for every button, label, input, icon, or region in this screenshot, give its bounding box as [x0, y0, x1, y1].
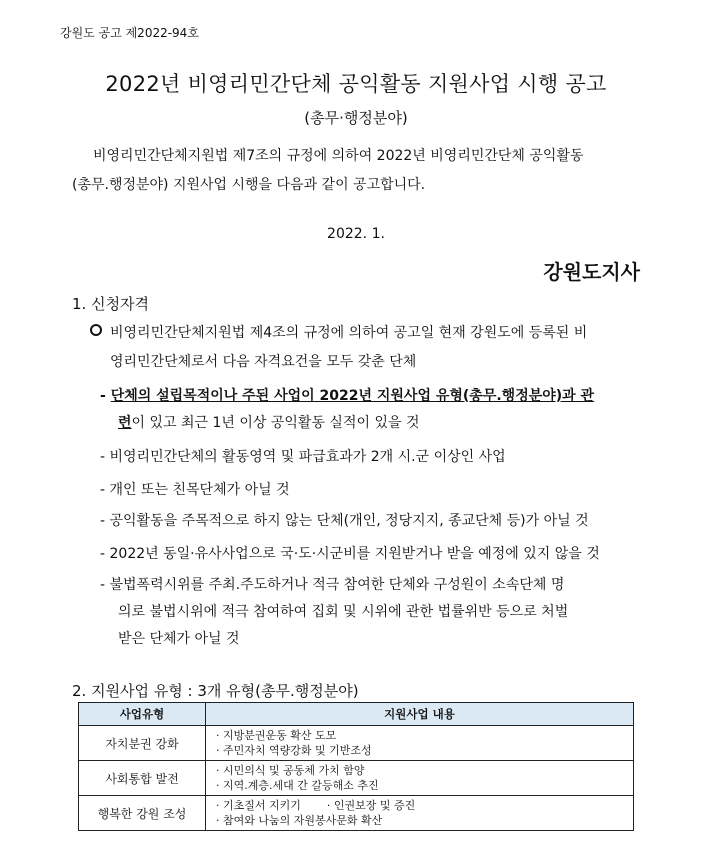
requirement-1-line-1	[100, 385, 594, 405]
row-content-line	[216, 798, 633, 813]
requirement-1-text-2: 이 있고 최근 1년 이상 공익활동 실적이 있을 것	[131, 415, 420, 431]
requirement-1-line-2	[118, 412, 419, 432]
eligibility-main-line-2: 영리민간단체로서 다음 자격요건을 모두 갖춘 단체	[110, 354, 417, 370]
issuer-name: 강원도지사	[543, 260, 640, 284]
notice-subtitle: (총무·행정분야)	[304, 109, 408, 127]
table-row	[79, 796, 634, 831]
row-content-line: · 시민의식 및 공동체 가치 함양	[216, 764, 365, 777]
row-content-item: · 기초질서 지키기	[216, 799, 301, 812]
requirement-6-line-2: 의로 불법시위에 적극 참여하여 집회 및 시위에 관한 법률위반 등으로 처벌	[118, 604, 569, 620]
row-content	[206, 796, 634, 831]
requirement-2: - 비영리민간단체의 활동영역 및 파급효과가 2개 시.군 이상인 사업	[100, 449, 506, 465]
requirement-3: - 개인 또는 친목단체가 아닐 것	[100, 482, 290, 498]
section-2-heading: 2. 지원사업 유형 : 3개 유형(총무.행정분야)	[72, 682, 359, 700]
notice-date: 2022. 1.	[327, 226, 385, 242]
table-row	[79, 761, 634, 796]
requirement-1-bold-char: 련	[118, 415, 132, 431]
support-type-table	[78, 702, 634, 831]
requirement-5: - 2022년 동일·유사사업으로 국·도·시군비를 지원받거나 받을 예정에 있지 않을 것	[100, 546, 600, 562]
row-content	[206, 726, 634, 761]
requirement-4: - 공익활동을 주목적으로 하지 않는 단체(개인, 정당지지, 종교단체 등)가 아닐 것	[100, 513, 589, 529]
header-content: 지원사업 내용	[206, 703, 634, 726]
eligibility-main-text-1: 비영리민간단체지원법 제4조의 규정에 의하여 공고일 현재 강원도에 등록된 비	[110, 325, 588, 341]
row-content-line: · 참여와 나눔의 자원봉사문화 확산	[216, 814, 383, 827]
section-1-heading: 1. 신청자격	[72, 295, 150, 313]
row-content-line: · 지역.계층.세대 간 갈등해소 추진	[216, 779, 379, 792]
requirement-6-line-3: 받은 단체가 아닐 것	[118, 631, 240, 647]
row-type: 자치분권 강화	[79, 726, 206, 761]
row-content	[206, 761, 634, 796]
eligibility-main-line-1	[90, 322, 587, 342]
row-type: 사회통합 발전	[79, 761, 206, 796]
row-type: 행복한 강원 조성	[79, 796, 206, 831]
table-header-row	[79, 703, 634, 726]
requirement-1-dash: -	[100, 388, 111, 404]
intro-line-1: 비영리민간단체지원법 제7조의 규정에 의하여 2022년 비영리민간단체 공익활동	[93, 148, 584, 164]
intro-line-2: (총무.행정분야) 지원사업 시행을 다음과 같이 공고합니다.	[72, 177, 426, 193]
requirement-6-line-1: - 불법폭력시위를 주최.주도하거나 적극 참여한 단체와 구성원이 소속단체 명	[100, 577, 565, 593]
notice-title: 2022년 비영리민간단체 공익활동 지원사업 시행 공고	[105, 72, 607, 96]
document-reference-number: 강원도 공고 제2022-94호	[60, 26, 199, 40]
row-content-line: · 주민자치 역량강화 및 기반조성	[216, 744, 372, 757]
row-content-item: · 인권보장 및 증진	[326, 799, 416, 812]
header-type: 사업유형	[79, 703, 206, 726]
row-content-line: · 지방분권운동 확산 도모	[216, 729, 337, 742]
table-row	[79, 726, 634, 761]
requirement-1-text-1: 단체의 설립목적이나 주된 사업이 2022년 지원사업 유형(총무.행정분야)과 관	[110, 388, 595, 404]
hollow-circle-bullet-icon	[90, 324, 102, 336]
